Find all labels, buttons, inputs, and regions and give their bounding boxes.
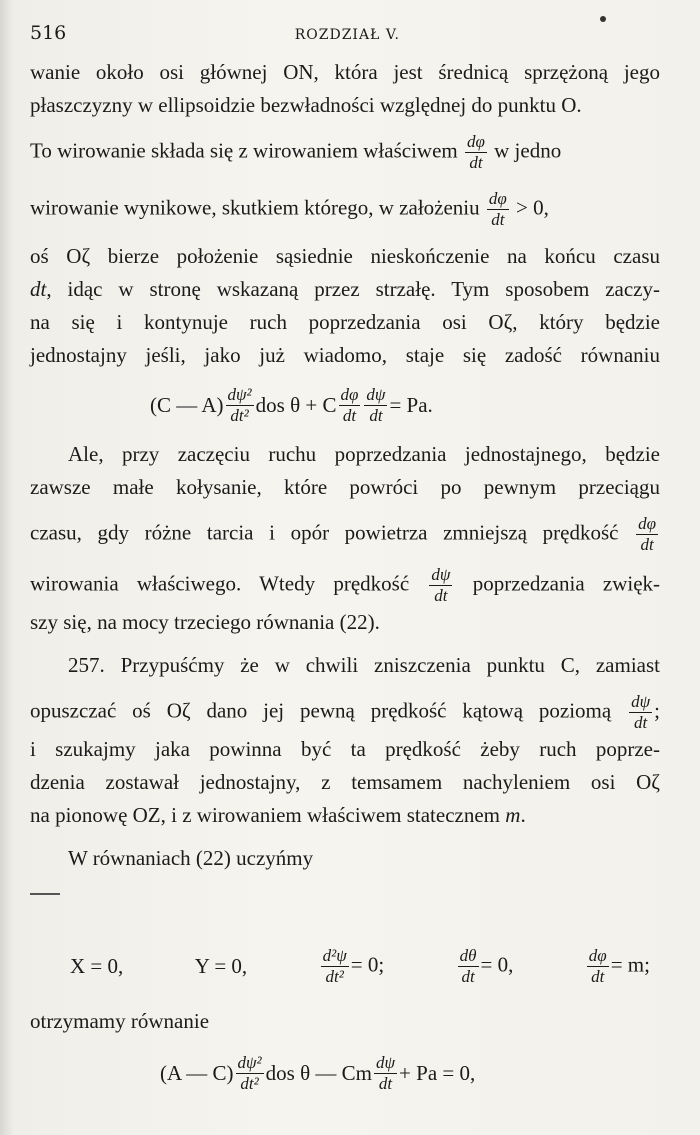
text-line: zawsze małe kołysanie, które powróci po pewnym przeciągu <box>30 475 660 499</box>
text-span: > 0, <box>516 195 549 220</box>
separator <box>30 893 660 927</box>
text-line: szy się, na mocy trzeciego równania (22). <box>30 610 380 634</box>
text-line <box>30 132 660 173</box>
ink-dot <box>600 16 606 22</box>
equation-precession: (C — A) $\frac{\text{dψ²}}{\text{dt²}}$ dos θ + C $\frac{d\varphi}{dt}$ $\frac{d\psi}{dt}$ = Pa. <box>150 384 433 425</box>
text-span: w jedno <box>494 138 562 163</box>
text-line: oś Oζ bierze położenie sąsiednie nieskończenie na końcu czasu <box>30 244 660 268</box>
text-line: na pionowę OZ, i z wirowaniem właściwem statecznem m. <box>30 803 526 827</box>
fraction-dpsi-dt: $\frac{d\psi}{dt}$ <box>631 692 651 732</box>
text-span: To wirowanie składa się z wirowaniem właściwem <box>30 138 458 163</box>
text-span: wirowanie wynikowe, skutkiem którego, w założeniu <box>30 195 480 220</box>
fraction-dphi-dt: $\frac{d\varphi}{dt}$ <box>488 189 507 229</box>
text-line: płaszczyzny w ellipsoidzie bezwładności względnej do punktu O. <box>30 93 582 117</box>
text-line: wirowania właściwego. Wtedy prędkość $\frac{d\psi}{dt}$ poprzedzania zwięk- <box>30 565 661 605</box>
text-line: jednostajny jeśli, jako już wiadomo, staje się zadość równaniu <box>30 343 660 367</box>
text-line: W równaniach (22) uczyńmy <box>68 846 314 870</box>
text-line: wanie około osi głównej ON, która jest średnicą sprzężoną jego <box>30 60 660 84</box>
equation-conditions: X = 0, Y = 0, $\frac{\text{d²ψ}}{\text{dt²}}$ = 0; $\frac{d\theta}{dt}$ = 0, $\frac{d\varphi}{dt}$ = m; <box>70 945 650 986</box>
fraction-dpsi-dt: $\frac{d\psi}{dt}$ <box>375 1052 396 1093</box>
text-line: otrzymamy równanie <box>30 1009 210 1033</box>
text-line: Ale, przy zaczęciu ruchu poprzedzania jednostajnego, będzie <box>68 442 660 466</box>
fraction-d2psi-dt2: $\frac{\text{d²ψ}}{\text{dt²}}$ <box>322 945 347 986</box>
fraction-dpsi-dt: $\frac{d\psi}{dt}$ <box>366 384 386 425</box>
page-header <box>30 22 660 56</box>
fraction-dphi-dt: $\frac{d\varphi}{dt}$ <box>638 514 657 554</box>
fraction-dphi-dt: $\frac{d\varphi}{dt}$ <box>466 132 485 172</box>
text-line <box>30 189 660 230</box>
fraction-dpsi2-dt2: $\frac{\text{dψ²}}{\text{dt²}}$ <box>227 384 252 425</box>
text-line: na się i kontynuje ruch poprzedzania osi Oζ, który będzie <box>30 310 660 334</box>
fraction-dpsi-dt: $\frac{d\psi}{dt}$ <box>431 565 451 605</box>
text-line: i szukajmy jaka powinna być ta prędkość żeby ruch poprze- <box>30 737 660 761</box>
equation-result: (A — C) $\frac{\text{dψ²}}{\text{dt²}}$ dos θ — Cm $\frac{d\psi}{dt}$ + Pa = 0, <box>160 1052 476 1093</box>
page-number: 516 <box>30 22 67 44</box>
running-title: ROZDZIAŁ V. <box>294 27 400 43</box>
fraction-dphi-dt: $\frac{d\varphi}{dt}$ <box>588 945 607 986</box>
text-line: dt, idąc w stronę wskazaną przez strzałę. Tym sposobem zaczy- <box>30 277 660 301</box>
text-line: dzenia zostawał jednostajny, z temsamem nachyleniem osi Oζ <box>30 770 660 794</box>
fraction-dpsi2-dt2: $\frac{\text{dψ²}}{\text{dt²}}$ <box>237 1052 262 1093</box>
fraction-dtheta-dt: $\frac{d\theta}{dt}$ <box>459 945 477 986</box>
text-line: 257. Przypuśćmy że w chwili zniszczenia punktu C, zamiast <box>68 653 660 677</box>
fraction-dphi-dt: $\frac{d\varphi}{dt}$ <box>340 384 359 425</box>
text-line: czasu, gdy różne tarcia i opór powietrza zmniejszą prędkość $\frac{d\varphi}{dt}$ <box>30 514 657 554</box>
text-line: opuszczać oś Oζ dano jej pewną prędkość kątową poziomą $\frac{d\psi}{dt}$ ; <box>30 692 661 732</box>
